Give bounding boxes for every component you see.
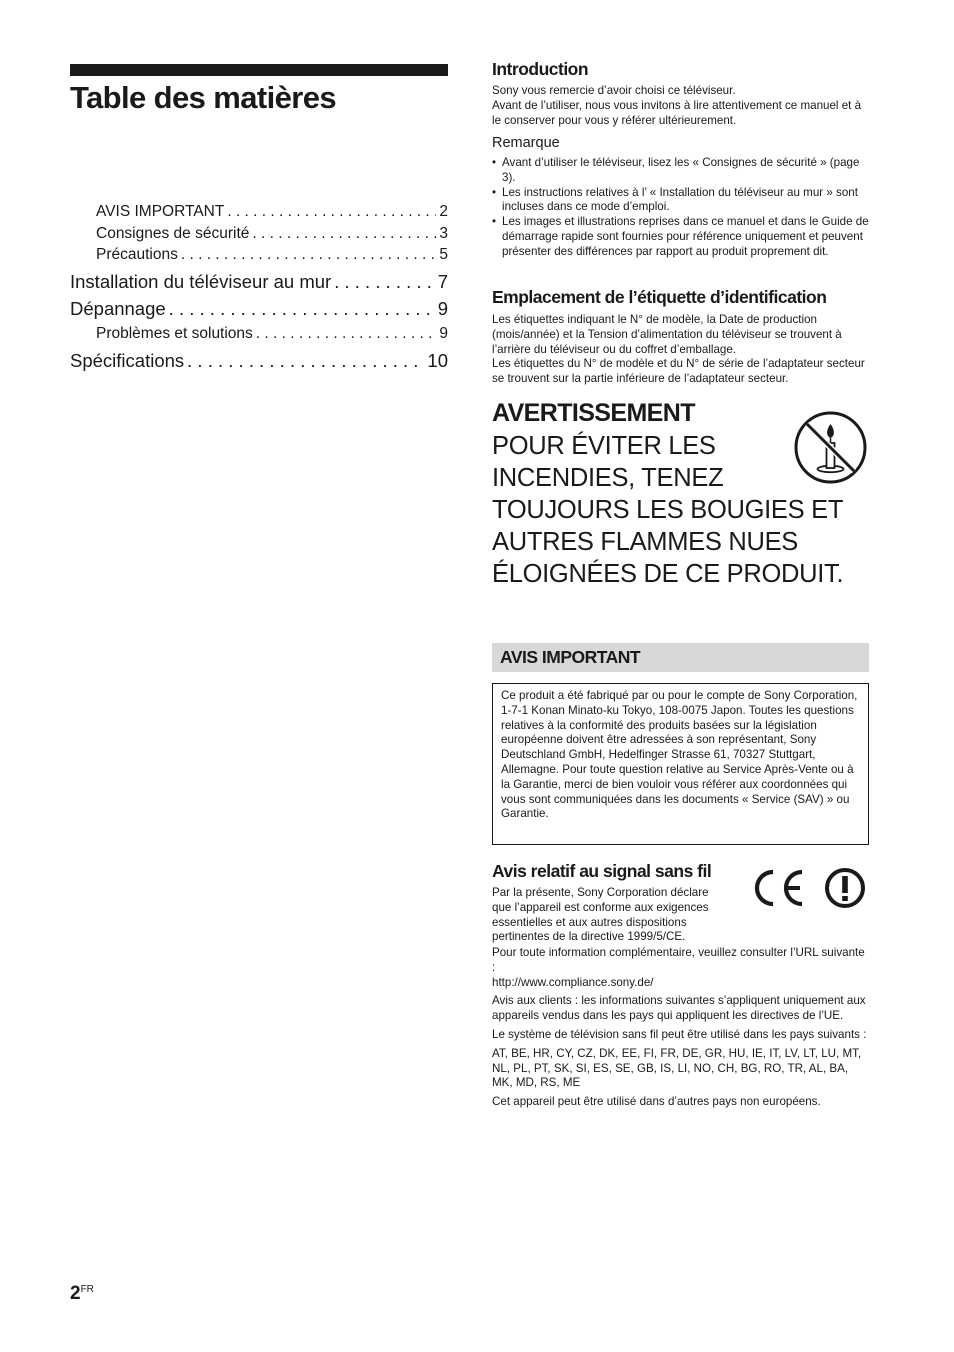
country-list: AT, BE, HR, CY, CZ, DK, EE, FI, FR, DE, GR, HU, IE, IT, LV, LT, LU, MT, NL, PL, PT, SK, SI, ES, SE, GB, IS, LI, NO, CH, BG, RO, TR, AL, BA, MK, MD, RS, ME — [492, 1046, 862, 1090]
more-info-text: Pour toute information complémentaire, veuillez consulter l’URL suivante : — [492, 946, 865, 974]
toc-item-page: 2 — [439, 203, 448, 220]
warning-line: TOUJOURS LES BOUGIES ET — [492, 496, 844, 524]
toc-item-page: 10 — [427, 350, 448, 371]
toc-item-problemes[interactable] — [70, 325, 448, 347]
toc-item-label: Installation du téléviseur au mur — [70, 270, 332, 292]
warning-line: POUR ÉVITER LES — [492, 432, 716, 460]
label-location-text — [492, 313, 870, 387]
toc-leader — [184, 350, 424, 372]
wireless-intro-line: Par la présente, Sony Corporation déclare — [492, 886, 709, 899]
introduction-line: Avant de l’utiliser, nous vous invitons à lire attentivement ce manuel et à le conserver pour vous y référer ultérieurement. — [492, 98, 862, 127]
wireless-intro-line: pertinentes de la directive 1999/5/CE. — [492, 930, 686, 944]
note-item: • Les images et illustrations reprises dans ce manuel et dans le Guide de démarrage rapide sont fournies pour référence uniquement et peuvent présenter des différences par rapport au produit proprement dit. — [492, 215, 870, 259]
toc-item-label: Spécifications — [70, 350, 185, 371]
toc-leader — [249, 225, 436, 243]
page-number-value: 2 — [70, 1283, 81, 1304]
compliance-url[interactable]: http://www.compliance.sony.de/ — [492, 975, 654, 989]
toc-item-page: 9 — [437, 297, 448, 319]
toc-leader — [166, 298, 435, 320]
toc-item-installation[interactable] — [70, 271, 448, 298]
non-eu-note: Cet appareil peut être utilisé dans d’autres pays non européens. — [492, 1095, 821, 1109]
toc-item-specifications[interactable] — [70, 350, 448, 377]
toc-item-label: Problèmes et solutions — [96, 324, 253, 342]
wireless-intro — [492, 886, 742, 945]
ce-mark-icon — [749, 868, 805, 908]
toc-leader — [253, 325, 437, 343]
avis-important-heading: AVIS IMPORTANT — [500, 647, 641, 667]
introduction-heading: Introduction — [492, 59, 589, 79]
wireless-details — [492, 946, 870, 1110]
toc-item-depannage[interactable] — [70, 298, 448, 325]
wireless-intro-line: que l’appareil est conforme aux exigences — [492, 900, 709, 914]
page-language-suffix: FR — [80, 1284, 94, 1295]
no-candles-icon — [793, 410, 868, 485]
toc-item-consignes[interactable] — [70, 225, 448, 247]
alert-circle-icon — [824, 867, 866, 909]
label-location-line: Les étiquettes du N° de modèle et du N° de série de l’adaptateur secteur se trouvent sur la partie inférieure de l’adaptateur secteur. — [492, 357, 865, 386]
toc-leader — [224, 203, 436, 221]
toc-item-label: Consignes de sécurité — [96, 224, 250, 242]
toc-item-label: AVIS IMPORTANT — [96, 203, 225, 220]
label-location-line: Les étiquettes indiquant le N° de modèle, la Date de production (mois/année) et la Tension d’alimentation du téléviseur se trouvent à l’arrière du téléviseur ou du coffret d’emballage. — [492, 313, 842, 356]
toc-item-avis-important[interactable] — [70, 203, 448, 225]
warning-heading: AVERTISSEMENT — [492, 399, 695, 427]
avis-important-banner — [492, 643, 869, 672]
wireless-heading: Avis relatif au signal sans fil — [492, 861, 712, 881]
warning-line: AUTRES FLAMMES NUES — [492, 528, 799, 556]
note-heading: Remarque — [492, 135, 560, 151]
toc-leader — [331, 271, 435, 293]
avis-important-box — [492, 683, 869, 845]
title-rule — [70, 64, 448, 76]
toc-item-precautions[interactable] — [70, 246, 448, 268]
note-item: • Avant d’utiliser le téléviseur, lisez les « Consignes de sécurité » (page 3). — [492, 156, 870, 186]
wireless-intro-line: essentielles et aux autres dispositions — [492, 915, 687, 929]
toc-leader — [178, 246, 437, 264]
toc-item-label: Précautions — [96, 246, 178, 263]
label-location-heading: Emplacement de l’étiquette d’identification — [492, 287, 827, 307]
warning-line: ÉLOIGNÉES DE CE PRODUIT. — [492, 560, 844, 588]
page-title: Table des matières — [70, 80, 337, 115]
clients-note: Avis aux clients : les informations suivantes s’appliquent uniquement aux appareils vendus dans les pays qui appliquent les directives de l’UE. — [492, 994, 866, 1023]
toc-item-page: 5 — [439, 246, 448, 263]
toc-list — [70, 203, 448, 377]
avis-important-text: Ce produit a été fabriqué par ou pour le compte de Sony Corporation, 1-7-1 Konan Minato-ku Tokyo, 108-0075 Japon. Toutes les questions relatives à la conformité des produits basées sur la législation européenne doivent être adressées à son représentant, Sony Deutschland GmbH, Hedelfinger Strasse 61, 70327 Stuttgart, Allemagne. Pour toute question relative au Service Après-Vente ou à la Garantie, merci de bien vouloir vous référer aux coordonnées qui vous sont communiquées dans les documents « Service (SAV) » ou Garantie. — [501, 689, 858, 821]
note-list — [492, 156, 870, 260]
toc-item-label: Dépannage — [70, 297, 166, 319]
warning-line: INCENDIES, TENEZ — [492, 464, 724, 492]
system-note: Le système de télévision sans fil peut être utilisé dans les pays suivants : — [492, 1027, 867, 1041]
toc-item-page: 7 — [437, 270, 448, 292]
toc-item-page: 3 — [439, 224, 448, 242]
note-item: • Les instructions relatives à l’ « Installation du téléviseur au mur » sont incluses dans ce mode d’emploi. — [492, 186, 870, 216]
introduction-text — [492, 84, 870, 128]
introduction-line: Sony vous remercie d’avoir choisi ce téléviseur. — [492, 84, 736, 97]
toc-item-page: 9 — [439, 324, 448, 342]
page-number — [70, 1283, 94, 1305]
